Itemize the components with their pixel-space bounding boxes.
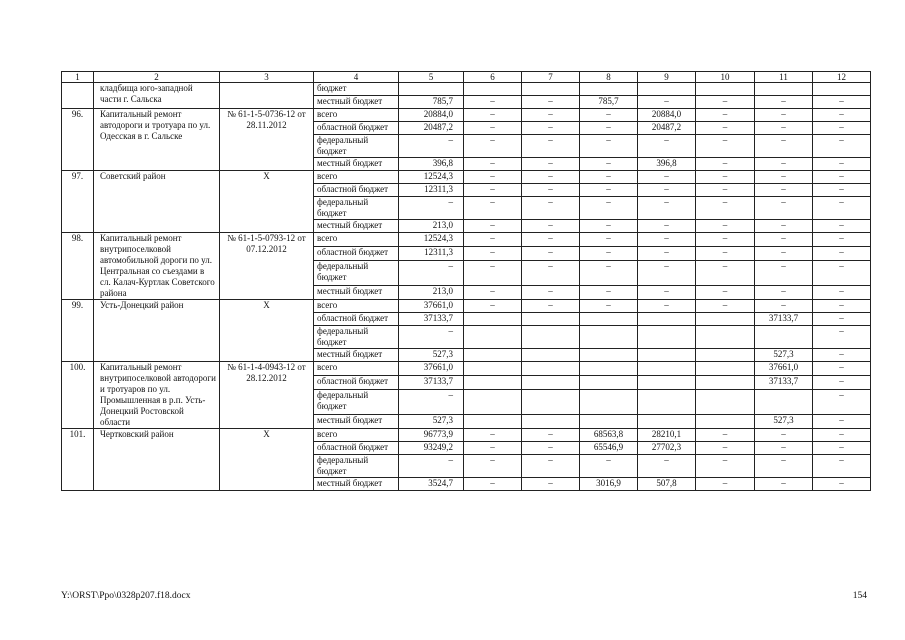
- funding-source: областной бюджет: [314, 313, 399, 326]
- value-cell: 3524,7: [399, 478, 464, 491]
- value-cell: –: [464, 429, 522, 442]
- value-cell: [638, 326, 696, 349]
- table-row: [62, 171, 871, 184]
- value-cell: –: [696, 442, 755, 455]
- value-cell: –: [813, 455, 871, 478]
- value-cell: [580, 83, 638, 96]
- value-cell: –: [580, 197, 638, 220]
- value-cell: –: [638, 197, 696, 220]
- value-cell: –: [696, 285, 755, 299]
- value-cell: [522, 349, 580, 362]
- value-cell: [464, 313, 522, 326]
- funding-source: местный бюджет: [314, 285, 399, 299]
- column-number-9: 9: [638, 72, 696, 83]
- value-cell: –: [813, 197, 871, 220]
- value-cell: –: [580, 247, 638, 261]
- value-cell: –: [638, 455, 696, 478]
- value-cell: –: [522, 247, 580, 261]
- value-cell: –: [696, 184, 755, 197]
- funding-source: местный бюджет: [314, 158, 399, 171]
- funding-source: местный бюджет: [314, 478, 399, 491]
- value-cell: –: [580, 184, 638, 197]
- value-cell: –: [522, 285, 580, 299]
- value-cell: 27702,3: [638, 442, 696, 455]
- value-cell: –: [813, 313, 871, 326]
- funding-source: местный бюджет: [314, 414, 399, 428]
- value-cell: –: [399, 326, 464, 349]
- value-cell: [755, 83, 813, 96]
- value-cell: –: [696, 135, 755, 158]
- value-cell: 96773,9: [399, 429, 464, 442]
- value-cell: –: [696, 478, 755, 491]
- value-cell: 37661,0: [755, 362, 813, 376]
- value-cell: –: [464, 478, 522, 491]
- value-cell: –: [399, 455, 464, 478]
- funding-source: бюджет: [314, 83, 399, 96]
- value-cell: 20884,0: [638, 109, 696, 122]
- value-cell: [638, 376, 696, 390]
- value-cell: –: [580, 300, 638, 313]
- value-cell: –: [522, 109, 580, 122]
- column-number-12: 12: [813, 72, 871, 83]
- value-cell: 37133,7: [755, 376, 813, 390]
- value-cell: [522, 326, 580, 349]
- column-number-5: 5: [399, 72, 464, 83]
- object-name: Усть-Донецкий район: [94, 300, 220, 362]
- value-cell: 527,3: [755, 414, 813, 428]
- value-cell: –: [696, 158, 755, 171]
- value-cell: 68563,8: [580, 429, 638, 442]
- column-number-4: 4: [314, 72, 399, 83]
- document-number: X: [220, 171, 314, 233]
- value-cell: 37661,0: [399, 362, 464, 376]
- value-cell: 37133,7: [399, 313, 464, 326]
- object-name: Капитальный ремонт внутрипоселковой автодороги и тротуаров по ул. Промышленная в р.п. Усть-Донецкий Ростовской области: [94, 362, 220, 429]
- value-cell: –: [813, 429, 871, 442]
- value-cell: –: [755, 96, 813, 109]
- value-cell: –: [464, 261, 522, 286]
- value-cell: [696, 349, 755, 362]
- value-cell: –: [813, 376, 871, 390]
- column-number-8: 8: [580, 72, 638, 83]
- value-cell: [580, 349, 638, 362]
- value-cell: –: [696, 429, 755, 442]
- value-cell: –: [464, 184, 522, 197]
- value-cell: –: [696, 171, 755, 184]
- value-cell: –: [580, 233, 638, 247]
- value-cell: –: [580, 261, 638, 286]
- value-cell: 213,0: [399, 220, 464, 233]
- funding-source: всего: [314, 233, 399, 247]
- object-name: Советский район: [94, 171, 220, 233]
- object-name: Капитальный ремонт внутрипоселковой автомобильной дороги по ул. Центральная со съездами в сл. Калач-Куртлак Советского района: [94, 233, 220, 300]
- value-cell: –: [696, 109, 755, 122]
- value-cell: 12311,3: [399, 247, 464, 261]
- value-cell: –: [696, 300, 755, 313]
- value-cell: 37661,0: [399, 300, 464, 313]
- value-cell: 3016,9: [580, 478, 638, 491]
- value-cell: –: [755, 442, 813, 455]
- document-number: [220, 83, 314, 109]
- value-cell: –: [755, 220, 813, 233]
- document-number: X: [220, 300, 314, 362]
- value-cell: [464, 326, 522, 349]
- value-cell: –: [522, 220, 580, 233]
- column-number-3: 3: [220, 72, 314, 83]
- funding-source: федеральный бюджет: [314, 455, 399, 478]
- value-cell: 20884,0: [399, 109, 464, 122]
- value-cell: [638, 83, 696, 96]
- value-cell: –: [813, 233, 871, 247]
- funding-source: областной бюджет: [314, 247, 399, 261]
- value-cell: –: [813, 390, 871, 415]
- value-cell: –: [522, 233, 580, 247]
- value-cell: [696, 362, 755, 376]
- value-cell: –: [522, 122, 580, 135]
- value-cell: –: [813, 220, 871, 233]
- value-cell: 527,3: [399, 349, 464, 362]
- funding-source: областной бюджет: [314, 184, 399, 197]
- document-number: № 61-1-4-0943-12 от 28.12.2012: [220, 362, 314, 429]
- value-cell: –: [580, 285, 638, 299]
- value-cell: –: [813, 96, 871, 109]
- value-cell: –: [755, 184, 813, 197]
- value-cell: 93249,2: [399, 442, 464, 455]
- value-cell: –: [522, 184, 580, 197]
- funding-source: федеральный бюджет: [314, 197, 399, 220]
- value-cell: [399, 83, 464, 96]
- funding-source: федеральный бюджет: [314, 261, 399, 286]
- value-cell: –: [522, 455, 580, 478]
- value-cell: –: [464, 442, 522, 455]
- value-cell: [522, 390, 580, 415]
- value-cell: [580, 326, 638, 349]
- value-cell: –: [399, 197, 464, 220]
- value-cell: –: [464, 109, 522, 122]
- value-cell: –: [755, 300, 813, 313]
- value-cell: [580, 376, 638, 390]
- value-cell: –: [755, 197, 813, 220]
- value-cell: –: [522, 135, 580, 158]
- value-cell: –: [813, 184, 871, 197]
- value-cell: –: [638, 96, 696, 109]
- value-cell: –: [580, 135, 638, 158]
- value-cell: –: [813, 285, 871, 299]
- value-cell: [522, 362, 580, 376]
- funding-source: всего: [314, 300, 399, 313]
- value-cell: [522, 414, 580, 428]
- value-cell: –: [464, 285, 522, 299]
- value-cell: [464, 376, 522, 390]
- value-cell: –: [638, 285, 696, 299]
- value-cell: –: [638, 247, 696, 261]
- value-cell: –: [464, 158, 522, 171]
- value-cell: [638, 414, 696, 428]
- value-cell: 65546,9: [580, 442, 638, 455]
- value-cell: 396,8: [638, 158, 696, 171]
- table-row: [62, 83, 871, 96]
- funding-source: федеральный бюджет: [314, 135, 399, 158]
- value-cell: [464, 414, 522, 428]
- value-cell: –: [696, 233, 755, 247]
- value-cell: –: [464, 96, 522, 109]
- object-name: Капитальный ремонт автодороги и тротуара по ул. Одесская в г. Сальске: [94, 109, 220, 171]
- value-cell: [638, 362, 696, 376]
- value-cell: [464, 390, 522, 415]
- value-cell: [580, 390, 638, 415]
- value-cell: 12524,3: [399, 171, 464, 184]
- value-cell: 12311,3: [399, 184, 464, 197]
- value-cell: –: [755, 233, 813, 247]
- value-cell: [522, 83, 580, 96]
- value-cell: –: [580, 122, 638, 135]
- object-name: кладбища юго-западной части г. Сальска: [94, 83, 220, 109]
- value-cell: –: [399, 261, 464, 286]
- value-cell: [580, 414, 638, 428]
- value-cell: –: [813, 326, 871, 349]
- table-row: [62, 429, 871, 442]
- column-number-2: 2: [94, 72, 220, 83]
- value-cell: –: [813, 442, 871, 455]
- value-cell: [696, 376, 755, 390]
- funding-source: местный бюджет: [314, 349, 399, 362]
- value-cell: –: [755, 247, 813, 261]
- value-cell: –: [638, 184, 696, 197]
- value-cell: 785,7: [399, 96, 464, 109]
- value-cell: –: [522, 96, 580, 109]
- value-cell: [464, 362, 522, 376]
- row-number: [62, 83, 94, 109]
- row-number: 100.: [62, 362, 94, 429]
- value-cell: [522, 376, 580, 390]
- value-cell: –: [522, 261, 580, 286]
- value-cell: [696, 83, 755, 96]
- value-cell: –: [580, 109, 638, 122]
- value-cell: 28210,1: [638, 429, 696, 442]
- value-cell: [464, 83, 522, 96]
- value-cell: –: [813, 247, 871, 261]
- value-cell: –: [813, 478, 871, 491]
- value-cell: –: [464, 247, 522, 261]
- value-cell: –: [755, 455, 813, 478]
- value-cell: [755, 326, 813, 349]
- value-cell: 213,0: [399, 285, 464, 299]
- value-cell: –: [580, 220, 638, 233]
- budget-table: [61, 71, 871, 491]
- value-cell: –: [464, 171, 522, 184]
- value-cell: –: [755, 109, 813, 122]
- value-cell: [696, 414, 755, 428]
- table-header-row: [62, 72, 871, 83]
- column-number-7: 7: [522, 72, 580, 83]
- value-cell: [464, 349, 522, 362]
- value-cell: [755, 390, 813, 415]
- value-cell: –: [522, 478, 580, 491]
- value-cell: –: [696, 455, 755, 478]
- value-cell: –: [696, 261, 755, 286]
- value-cell: [522, 313, 580, 326]
- document-number: № 61-1-5-0736-12 от 28.11.2012: [220, 109, 314, 171]
- value-cell: [580, 313, 638, 326]
- value-cell: –: [755, 122, 813, 135]
- funding-source: всего: [314, 171, 399, 184]
- funding-source: федеральный бюджет: [314, 390, 399, 415]
- value-cell: –: [696, 197, 755, 220]
- funding-source: федеральный бюджет: [314, 326, 399, 349]
- value-cell: –: [813, 349, 871, 362]
- value-cell: –: [464, 122, 522, 135]
- column-number-6: 6: [464, 72, 522, 83]
- value-cell: –: [580, 455, 638, 478]
- footer-page-number: 154: [852, 591, 867, 601]
- value-cell: 527,3: [399, 414, 464, 428]
- document-number: № 61-1-5-0793-12 от 07.12.2012: [220, 233, 314, 300]
- value-cell: –: [580, 158, 638, 171]
- funding-source: местный бюджет: [314, 220, 399, 233]
- value-cell: –: [813, 135, 871, 158]
- value-cell: 396,8: [399, 158, 464, 171]
- value-cell: –: [696, 96, 755, 109]
- value-cell: –: [464, 135, 522, 158]
- row-number: 96.: [62, 109, 94, 171]
- value-cell: –: [813, 109, 871, 122]
- object-name: Чертковский район: [94, 429, 220, 491]
- row-number: 101.: [62, 429, 94, 491]
- value-cell: –: [399, 135, 464, 158]
- value-cell: –: [638, 261, 696, 286]
- value-cell: –: [813, 158, 871, 171]
- value-cell: –: [755, 478, 813, 491]
- value-cell: –: [638, 300, 696, 313]
- value-cell: [638, 313, 696, 326]
- column-number-11: 11: [755, 72, 813, 83]
- table-row: [62, 300, 871, 313]
- value-cell: [813, 83, 871, 96]
- value-cell: –: [755, 285, 813, 299]
- value-cell: –: [464, 220, 522, 233]
- funding-source: всего: [314, 429, 399, 442]
- value-cell: –: [580, 171, 638, 184]
- value-cell: 785,7: [580, 96, 638, 109]
- value-cell: [580, 362, 638, 376]
- value-cell: 37133,7: [755, 313, 813, 326]
- value-cell: –: [813, 414, 871, 428]
- value-cell: [638, 390, 696, 415]
- table-row: [62, 109, 871, 122]
- value-cell: –: [813, 171, 871, 184]
- row-number: 97.: [62, 171, 94, 233]
- funding-source: всего: [314, 109, 399, 122]
- value-cell: 12524,3: [399, 233, 464, 247]
- value-cell: –: [522, 158, 580, 171]
- value-cell: –: [522, 171, 580, 184]
- value-cell: –: [696, 247, 755, 261]
- value-cell: –: [522, 300, 580, 313]
- value-cell: –: [813, 122, 871, 135]
- value-cell: –: [464, 197, 522, 220]
- funding-source: всего: [314, 362, 399, 376]
- value-cell: –: [464, 455, 522, 478]
- footer-file-path: Y:\ORST\Ppo\0328p207.f18.docx: [61, 591, 191, 601]
- value-cell: [696, 313, 755, 326]
- value-cell: –: [638, 135, 696, 158]
- value-cell: –: [696, 122, 755, 135]
- value-cell: –: [813, 362, 871, 376]
- value-cell: –: [399, 390, 464, 415]
- table-row: [62, 362, 871, 376]
- value-cell: –: [696, 220, 755, 233]
- value-cell: –: [522, 442, 580, 455]
- column-number-10: 10: [696, 72, 755, 83]
- funding-source: областной бюджет: [314, 442, 399, 455]
- value-cell: 507,8: [638, 478, 696, 491]
- value-cell: –: [755, 135, 813, 158]
- value-cell: [696, 326, 755, 349]
- funding-source: областной бюджет: [314, 122, 399, 135]
- value-cell: 527,3: [755, 349, 813, 362]
- funding-source: местный бюджет: [314, 96, 399, 109]
- row-number: 99.: [62, 300, 94, 362]
- value-cell: –: [813, 261, 871, 286]
- value-cell: [696, 390, 755, 415]
- value-cell: –: [638, 220, 696, 233]
- value-cell: –: [464, 233, 522, 247]
- value-cell: –: [755, 158, 813, 171]
- row-number: 98.: [62, 233, 94, 300]
- value-cell: –: [638, 233, 696, 247]
- value-cell: –: [755, 429, 813, 442]
- funding-source: областной бюджет: [314, 376, 399, 390]
- value-cell: –: [813, 300, 871, 313]
- value-cell: –: [522, 197, 580, 220]
- value-cell: 20487,2: [638, 122, 696, 135]
- value-cell: –: [464, 300, 522, 313]
- column-number-1: 1: [62, 72, 94, 83]
- value-cell: –: [755, 261, 813, 286]
- value-cell: –: [755, 171, 813, 184]
- value-cell: [638, 349, 696, 362]
- value-cell: 20487,2: [399, 122, 464, 135]
- table-row: [62, 233, 871, 247]
- document-number: X: [220, 429, 314, 491]
- value-cell: 37133,7: [399, 376, 464, 390]
- value-cell: –: [638, 171, 696, 184]
- value-cell: –: [522, 429, 580, 442]
